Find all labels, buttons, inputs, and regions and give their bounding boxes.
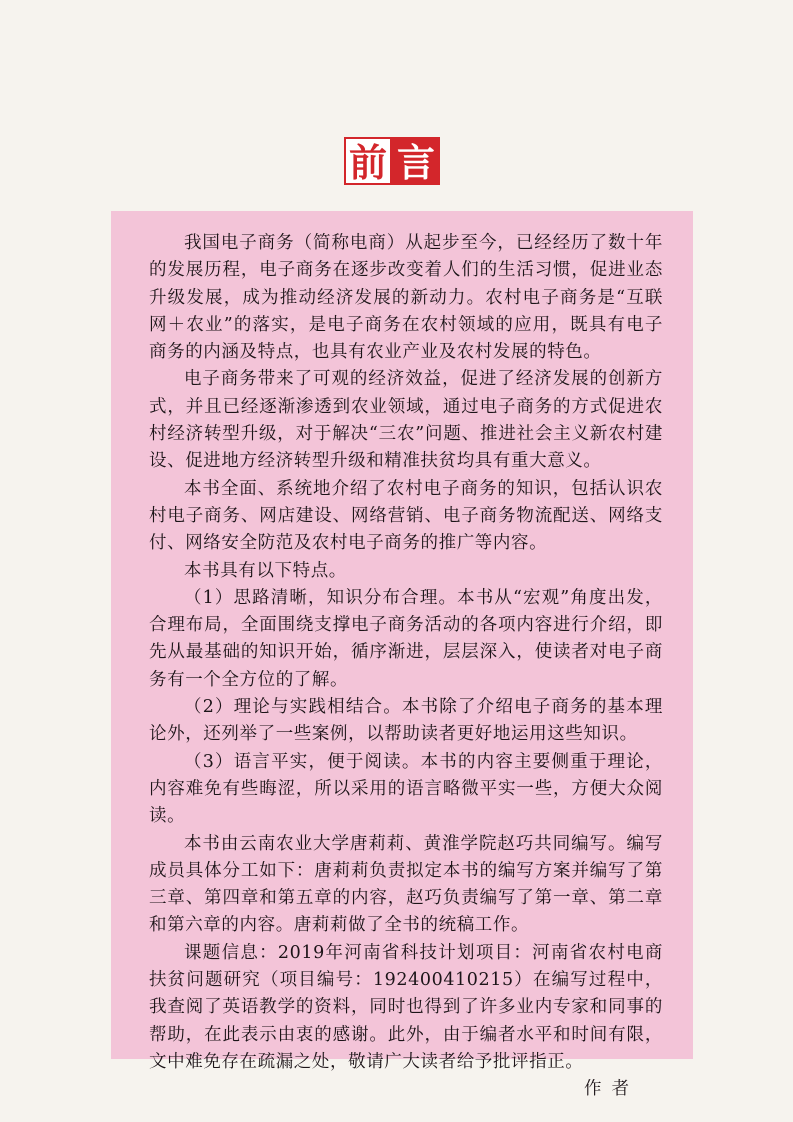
paragraph-features-intro: 本书具有以下特点。 [184, 560, 347, 581]
paragraph-feature-3: （3）语言平实，便于阅读。本书的内容主要侧重于理论，内容难免有些晦涩，所以采用的语言略微平实一些，方便大众阅读。 [149, 751, 663, 827]
author-signature: 作者 [584, 1079, 639, 1100]
preface-body-panel [111, 211, 693, 1100]
paragraph-feature-1: （1）思路清晰，知识分布合理。本书从“宏观”角度出发，合理布局，全面围绕支撑电子商务活动的各项内容进行介绍，即先从最基础的知识开始，循序渐进，层层深入，使读者对电子商务有一个全方位的了解。 [149, 587, 663, 690]
paragraph-authors: 本书由云南农业大学唐莉莉、黄淮学院赵巧共同编写。编写成员具体分工如下：唐莉莉负责拟定本书的编写方案并编写了第三章、第四章和第五章的内容，赵巧负责编写了第一章、第二章和第六章的内容。唐莉莉做了全书的统稿工作。 [149, 833, 663, 936]
paragraph-feature-2: （2）理论与实践相结合。本书除了介绍电子商务的基本理论外，还列举了一些案例，以帮助读者更好地运用这些知识。 [149, 697, 663, 745]
paragraph-acknowledgements: 课题信息：2019年河南省科技计划项目：河南省农村电商扶贫问题研究（项目编号：192400410215）在编写过程中，我查阅了英语教学的资料，同时也得到了许多业内专家和同事的帮助，在此表示由衷的感谢。此外，由于编者水平和时间有限，文中难免存在疏漏之处，敬请广大读者给予批评指正。 [149, 942, 663, 1072]
paragraph-book-contents: 本书全面、系统地介绍了农村电子商务的知识，包括认识农村电子商务、网店建设、网络营销、电子商务物流配送、网络支付、网络安全防范及农村电子商务的推广等内容。 [149, 478, 663, 554]
paragraph-economic-benefits: 电子商务带来了可观的经济效益，促进了经济发展的创新方式，并且已经逐渐渗透到农业领域，通过电子商务的方式促进农村经济转型升级，对于解决“三农”问题、推进社会主义新农村建设、促进地方经济转型升级和精准扶贫均具有重大意义。 [149, 369, 663, 472]
title-char-qian: 前 [344, 137, 392, 185]
paragraph-ecommerce-history: 我国电子商务（简称电商）从起步至今，已经经历了数十年的发展历程，电子商务在逐步改变着人们的生活习惯，促进业态升级发展，成为推动经济发展的新动力。农村电子商务是“互联网＋农业”的落实，是电子商务在农村领域的应用，既具有电子商务的内涵及特点，也具有农业产业及农村发展的特色。 [149, 233, 663, 363]
preface-title [344, 137, 440, 185]
title-char-yan: 言 [392, 137, 440, 185]
